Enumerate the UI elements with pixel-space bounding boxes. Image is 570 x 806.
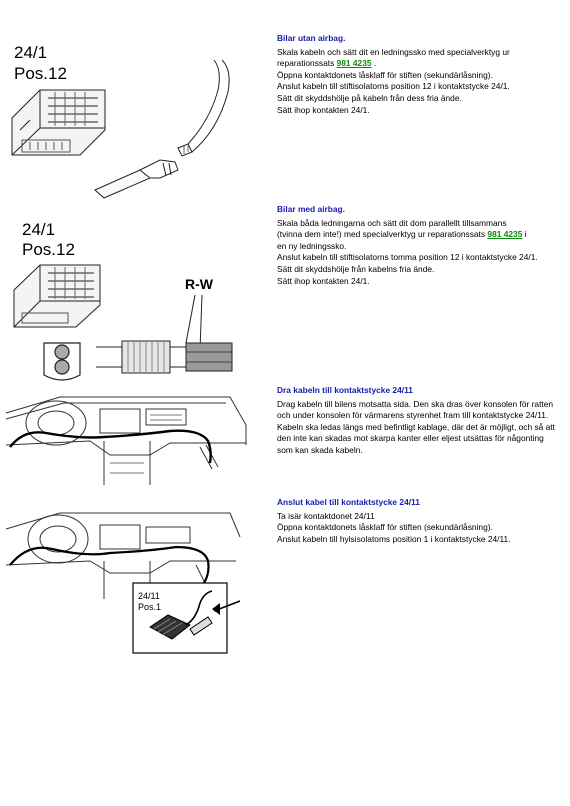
- position-label: Pos.12: [22, 240, 75, 259]
- terminal-drawing: [95, 60, 229, 198]
- instruction-text: reparationssats: [277, 58, 337, 69]
- dashboard-routing-figure: [0, 385, 250, 490]
- connector-drawing: [12, 90, 105, 155]
- dashboard-drawing: [6, 397, 246, 485]
- section-heading: Bilar med airbag.: [277, 204, 345, 214]
- instruction-block-connect-24-11: [277, 497, 559, 545]
- instruction-line: Skala kabeln och sätt dit en ledningssko med specialverktyg ur: [277, 46, 510, 57]
- crimp-terminal-drawing: [96, 341, 232, 373]
- inset-connector-label: 24/11: [138, 591, 160, 601]
- connector-label: 24/1: [14, 43, 48, 62]
- instruction-line: Kabeln ska ledas längs med befintligt kablage, där det är möjligt, och så att den inte kan skadas mot skarpa kanter eller eljest utsättas för någonting som kan skada kabeln.: [277, 421, 555, 455]
- instruction-line: Anslut kabeln till hylsisolatoms position 1 i kontaktstycke 24/11.: [277, 533, 511, 544]
- instruction-line: en ny ledningssko.: [277, 240, 347, 251]
- dashboard-connector-figure: [0, 507, 250, 657]
- section-heading: Bilar utan airbag.: [277, 33, 346, 43]
- instruction-line: Skala båda ledningarna och sätt dit dom parallellt tillsammans: [277, 217, 507, 228]
- instruction-line: Sätt dit skyddshölje från kabelns fria ände.: [277, 263, 435, 274]
- instruction-line: Ta isär kontaktdonet 24/11: [277, 510, 375, 521]
- instruction-line: Anslut kabeln till stiftisolatorns position 12 i kontaktstycke 24/1.: [277, 81, 510, 92]
- instruction-block-with-airbag: [277, 204, 559, 287]
- section-heading: Dra kabeln till kontaktstycke 24/11: [277, 385, 413, 395]
- instruction-line: Sätt ihop kontakten 24/1.: [277, 275, 370, 286]
- instruction-line: Drag kabeln till bilens motsatta sida. Den ska dras över konsolen för ratten och under konsolen för värmarens styrenhet fram till kontaktstycke 24/11.: [277, 398, 554, 421]
- instruction-line: Sätt dit skyddshölje på kabeln från dess fria ände.: [277, 92, 462, 103]
- connector-figure-no-airbag: [0, 30, 250, 230]
- instruction-line: [277, 58, 559, 70]
- wire-pointer: [186, 295, 202, 350]
- instruction-text: .: [371, 58, 377, 69]
- connector-label: 24/1: [22, 220, 56, 239]
- wire-label: R-W: [185, 276, 213, 292]
- part-number-link[interactable]: 981 4235: [487, 229, 523, 240]
- inset-box: [133, 583, 240, 653]
- wire-cross-section: [44, 343, 80, 380]
- routed-cable: [10, 431, 211, 463]
- position-label: Pos.12: [14, 64, 67, 83]
- instruction-block-route-cable: [277, 385, 559, 457]
- instruction-line: [277, 229, 559, 241]
- instruction-block-no-airbag: [277, 33, 559, 116]
- connector-figure-with-airbag: [0, 215, 250, 405]
- instruction-line: Sätt ihop kontakten 24/1.: [277, 104, 370, 115]
- inset-position-label: Pos.1: [138, 602, 162, 612]
- section-heading: Anslut kabel till kontaktstycke 24/11: [277, 497, 420, 507]
- instruction-text: (tvinna dem inte!) med specialverktyg ur reparationssats: [277, 229, 488, 240]
- instruction-line: Öppna kontaktdonets låsklaff för stiften (sekundärlåsning).: [277, 69, 493, 80]
- instruction-text: i: [522, 229, 527, 240]
- connector-drawing: [14, 265, 100, 327]
- instruction-line: Öppna kontaktdonets låsklaff för stiften (sekundärlåsning).: [277, 522, 493, 533]
- part-number-link[interactable]: 981 4235: [336, 58, 372, 69]
- instruction-line: Anslut kabeln till stiftisolatorns tomma position 12 i kontaktstycke 24/1.: [277, 252, 538, 263]
